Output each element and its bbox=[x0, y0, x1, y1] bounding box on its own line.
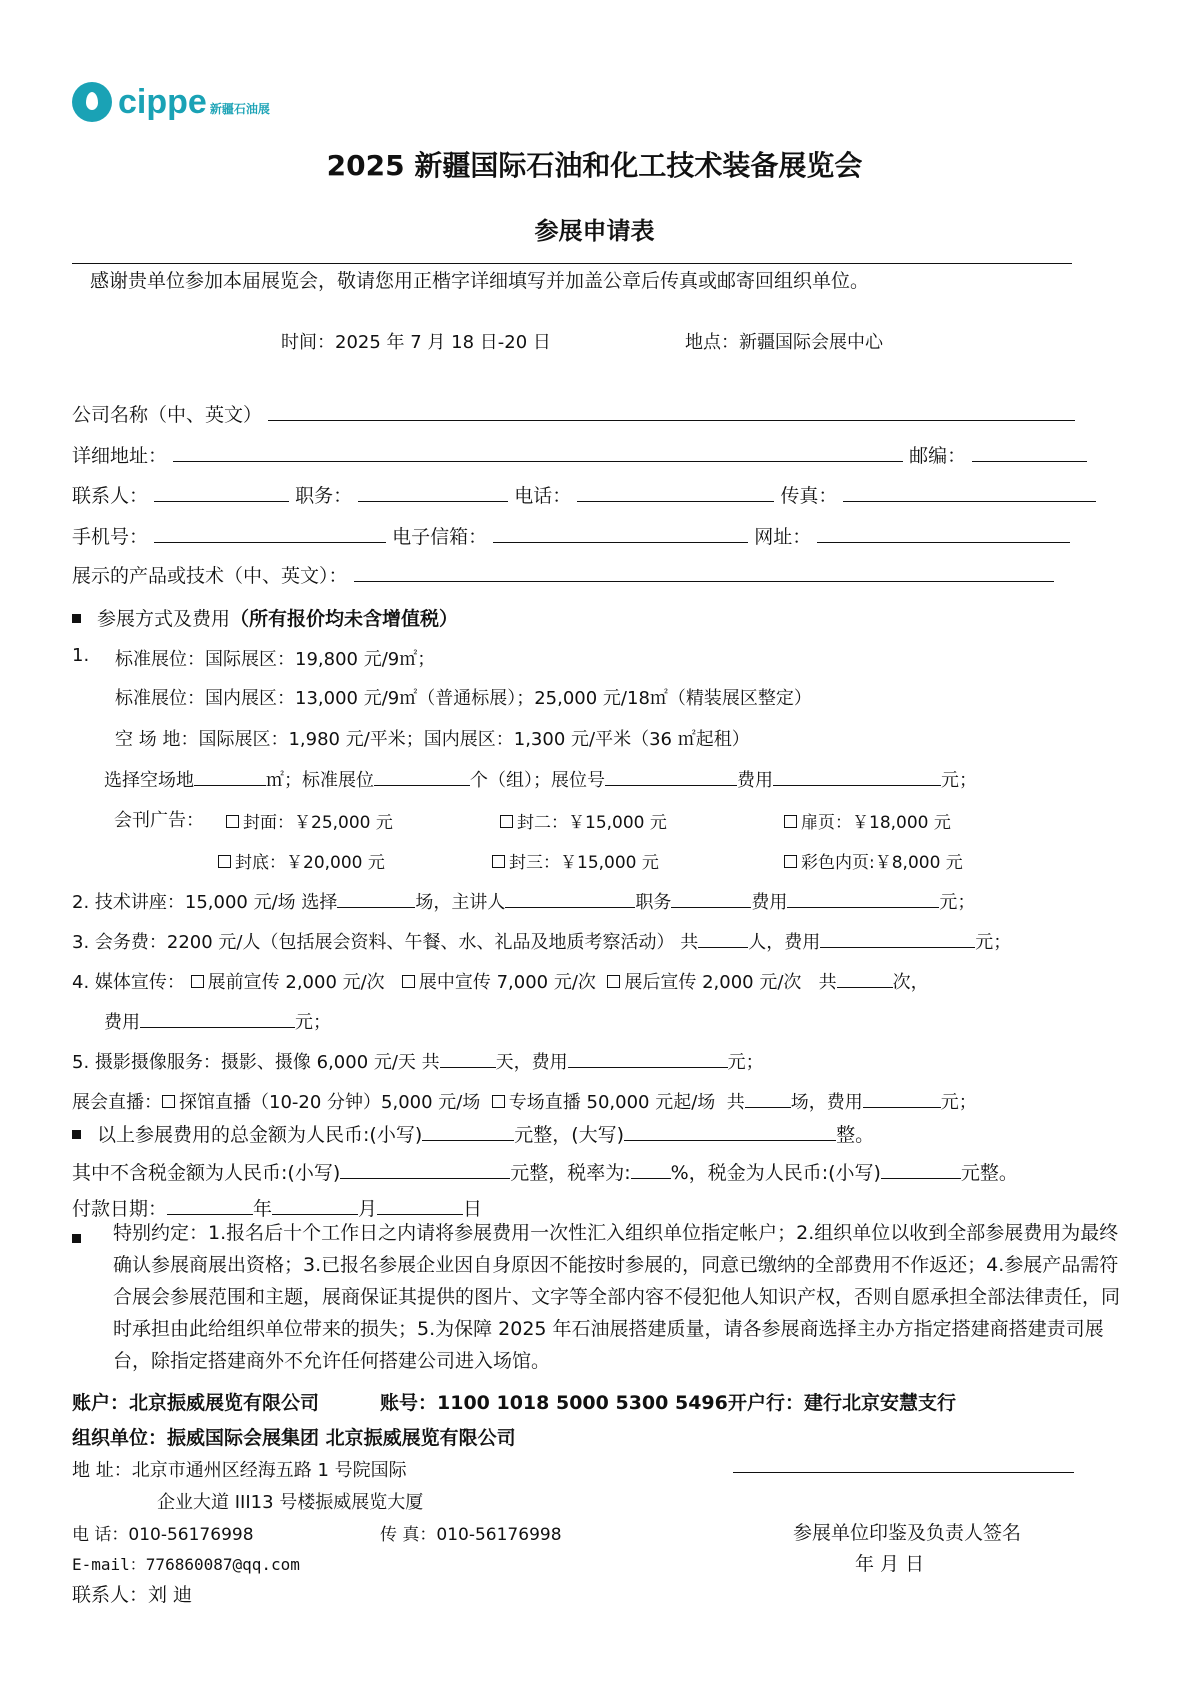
total-lower-field[interactable] bbox=[422, 1122, 514, 1141]
checkbox-icon[interactable] bbox=[226, 815, 239, 828]
standard-booth-count-field[interactable] bbox=[374, 767, 470, 786]
standard-booth-label: ㎡；标准展位 bbox=[266, 770, 374, 791]
mobile-field[interactable] bbox=[154, 524, 386, 543]
checkbox-icon[interactable] bbox=[191, 975, 204, 988]
booth-number-label: 个（组）；展位号 bbox=[470, 770, 605, 791]
organizer-email: E-mail：776860087@qq.com bbox=[72, 1555, 300, 1574]
address-row bbox=[72, 441, 1087, 468]
media-row: 4. 媒体宣传： 展前宣传 2,000 元/次 展中宣传 7,000 元/次 展后宣传 2,000 元/次 共 次， bbox=[72, 968, 929, 994]
total-upper-field[interactable] bbox=[624, 1122, 836, 1141]
cippe-logo-icon bbox=[72, 82, 112, 122]
document-title: 2025 新疆国际石油和化工技术装备展览会 bbox=[326, 149, 863, 182]
mobile-label: 手机号： bbox=[72, 526, 149, 548]
address-field[interactable] bbox=[173, 443, 903, 462]
ads-label: 会刊广告： bbox=[114, 810, 204, 831]
payment-day-field[interactable] bbox=[377, 1196, 463, 1215]
position-label: 职务： bbox=[295, 485, 353, 507]
booth-fee-label: 费用 bbox=[737, 770, 773, 791]
live-option-special[interactable]: 专场直播 50,000 元起/场 bbox=[492, 1092, 716, 1113]
meeting-fee-row: 3. 会务费：2200 元/人（包括展会资料、午餐、水、礼品及地质考察活动） 共 人，费用 元； bbox=[72, 928, 1011, 954]
organizer: 组织单位：振威国际会展集团 北京振威展览有限公司 bbox=[72, 1427, 516, 1449]
live-fee-field[interactable] bbox=[863, 1089, 941, 1108]
company-name-row bbox=[72, 400, 1075, 427]
checkbox-icon[interactable] bbox=[500, 815, 513, 828]
media-option-pre[interactable]: 展前宣传 2,000 元/次 bbox=[191, 972, 385, 993]
booth-standard-intl: 标准展位：国际展区：19,800 元/9㎡； bbox=[115, 649, 436, 670]
checkbox-icon[interactable] bbox=[784, 815, 797, 828]
checkbox-icon[interactable] bbox=[218, 855, 231, 868]
payment-month-field[interactable] bbox=[272, 1196, 358, 1215]
checkbox-icon[interactable] bbox=[492, 1095, 505, 1108]
booth-item-number: 1. bbox=[72, 645, 90, 666]
live-count-field[interactable] bbox=[745, 1089, 791, 1108]
lecture-count-field[interactable] bbox=[337, 889, 415, 908]
media-fee-field[interactable] bbox=[140, 1009, 295, 1028]
ad-option-cover[interactable]: 封面：￥25,000 元 bbox=[226, 808, 393, 833]
organizer-phone: 电 话：010-56176998 bbox=[72, 1525, 254, 1545]
booth-space: 空 场 地：国际展区：1,980 元/平米；国内展区：1,300 元/平米（36 ㎡起租） bbox=[115, 729, 750, 750]
organizer-address-2: 企业大道 III13 号楼振威展览大厦 bbox=[157, 1492, 424, 1513]
address-label: 详细地址： bbox=[72, 445, 168, 467]
pretax-amount-field[interactable] bbox=[340, 1160, 510, 1179]
website-field[interactable] bbox=[817, 524, 1070, 543]
ad-option-back-cover[interactable]: 封底：￥20,000 元 bbox=[218, 848, 385, 873]
phone-field[interactable] bbox=[577, 483, 774, 502]
bullet-icon bbox=[72, 1234, 81, 1243]
mobile-row bbox=[72, 522, 1070, 549]
ad-option-third-cover[interactable]: 封三：￥15,000 元 bbox=[492, 848, 659, 873]
booth-selection-row bbox=[104, 766, 977, 792]
company-name-label: 公司名称（中、英文） bbox=[72, 404, 263, 426]
lecture-fee-field[interactable] bbox=[787, 889, 939, 908]
logo-subtext: 新疆石油展 bbox=[209, 101, 270, 116]
checkbox-icon[interactable] bbox=[492, 855, 505, 868]
organizer-contact: 联系人：刘 迪 bbox=[72, 1584, 193, 1606]
tax-amount-field[interactable] bbox=[881, 1160, 961, 1179]
bank-account-number: 账号：1100 1018 5000 5300 5496 bbox=[380, 1392, 728, 1414]
ad-option-title-page[interactable]: 扉页：￥18,000 元 bbox=[784, 808, 951, 833]
meeting-people-field[interactable] bbox=[698, 929, 748, 948]
header-divider bbox=[72, 263, 1072, 264]
special-terms: 特别约定：1.报名后十个工作日之内请将参展费用一次性汇入组织单位指定帐户；2.组织单位以收到全部参展费用为最终确认参展商展出资格；3.已报名参展企业因自身原因不能按时参展的，同意已缴纳的全部费用不作返还；4.参展产品需符合展会参展范围和主题，展商保证其提供的图片、文字等全部内容不侵犯他人知识产权，否则自愿承担全部法律责任，同时承担由此给组织单位带来的损失；5.为保障 2025 年石油展搭建质量，请各参展商选择主办方指定搭建商搭建责司展台，除指定搭建商外不允许任何搭建公司进入场馆。 bbox=[113, 1222, 1121, 1372]
checkbox-icon[interactable] bbox=[607, 975, 620, 988]
organizer-fax: 传 真：010-56176998 bbox=[380, 1525, 562, 1545]
live-option-visit[interactable]: 探馆直播（10-20 分钟）5,000 元/场 bbox=[162, 1092, 480, 1113]
products-row bbox=[72, 561, 1054, 588]
booth-fee-field[interactable] bbox=[773, 767, 941, 786]
contact-row bbox=[72, 481, 1096, 508]
document-subtitle: 参展申请表 bbox=[534, 217, 655, 245]
contact-field[interactable] bbox=[154, 483, 289, 502]
tax-rate-field[interactable] bbox=[631, 1160, 671, 1179]
event-place: 地点：新疆国际会展中心 bbox=[685, 332, 883, 353]
organizer-address-1: 地 址：北京市通州区经海五路 1 号院国际 bbox=[72, 1460, 407, 1481]
media-option-post[interactable]: 展后宣传 2,000 元/次 bbox=[607, 972, 801, 993]
lecturer-position-field[interactable] bbox=[671, 889, 751, 908]
checkbox-icon[interactable] bbox=[784, 855, 797, 868]
postcode-label: 邮编： bbox=[909, 445, 967, 467]
event-time: 时间：2025 年 7 月 18 日-20 日 bbox=[281, 332, 551, 353]
intro-text: 感谢贵单位参加本届展览会，敬请您用正楷字详细填写并加盖公章后传真或邮寄回组织单位。 bbox=[90, 270, 870, 292]
signature-line[interactable] bbox=[733, 1472, 1074, 1473]
booth-number-field[interactable] bbox=[605, 767, 737, 786]
products-label: 展示的产品或技术（中、英文）： bbox=[72, 565, 348, 587]
space-select-label: 选择空场地 bbox=[104, 770, 194, 791]
space-area-field[interactable] bbox=[194, 767, 266, 786]
meeting-fee-field[interactable] bbox=[820, 929, 975, 948]
payment-year-field[interactable] bbox=[167, 1196, 253, 1215]
bullet-icon bbox=[72, 614, 81, 623]
media-fee-row: 费用 元； bbox=[104, 1008, 331, 1034]
payment-date-row: 付款日期： 年 月 日 bbox=[72, 1198, 483, 1220]
photo-days-field[interactable] bbox=[440, 1049, 496, 1068]
bank-name: 开户行：建行北京安慧支行 bbox=[728, 1392, 957, 1414]
logo-text: cippe bbox=[118, 82, 207, 121]
terms-bullet bbox=[72, 1228, 97, 1250]
booth-fee-unit: 元； bbox=[941, 770, 977, 791]
fax-label: 传真： bbox=[780, 485, 838, 507]
email-field[interactable] bbox=[493, 524, 748, 543]
fax-field[interactable] bbox=[843, 483, 1096, 502]
section-label: 参展方式及费用 bbox=[97, 608, 231, 630]
media-option-during[interactable]: 展中宣传 7,000 元/次 bbox=[402, 972, 596, 993]
signature-date: 年 月 日 bbox=[855, 1553, 925, 1575]
contact-label: 联系人： bbox=[72, 485, 149, 507]
section-note: （所有报价均未含增值税） bbox=[230, 608, 459, 630]
company-name-field[interactable] bbox=[268, 402, 1075, 421]
cippe-logo bbox=[72, 82, 270, 122]
position-field[interactable] bbox=[358, 483, 508, 502]
media-count-field[interactable] bbox=[837, 969, 893, 988]
lecture-row: 2. 技术讲座：15,000 元/场 选择 场，主讲人 职务 费用 元； bbox=[72, 888, 975, 914]
photo-row: 5. 摄影摄像服务：摄影、摄像 6,000 元/天 共 天，费用 元； bbox=[72, 1048, 764, 1074]
bank-account-name: 账户：北京振威展览有限公司 bbox=[72, 1392, 320, 1414]
lecturer-field[interactable] bbox=[505, 889, 635, 908]
signature-label: 参展单位印鉴及负责人签名 bbox=[793, 1522, 1022, 1544]
bullet-icon bbox=[72, 1130, 81, 1139]
email-label: 电子信箱： bbox=[392, 526, 488, 548]
ad-option-inside-cover[interactable]: 封二：￥15,000 元 bbox=[500, 808, 667, 833]
tax-row: 其中不含税金额为人民币:(小写) 元整，税率为: %，税金为人民币:(小写) 元整。 bbox=[72, 1162, 1018, 1184]
total-row: 以上参展费用的总金额为人民币:(小写) 元整，(大写) 整。 bbox=[72, 1120, 874, 1147]
checkbox-icon[interactable] bbox=[402, 975, 415, 988]
photo-fee-field[interactable] bbox=[568, 1049, 728, 1068]
website-label: 网址： bbox=[754, 526, 812, 548]
booth-standard-domestic: 标准展位：国内展区：13,000 元/9㎡（普通标展）；25,000 元/18㎡（精装展区整定） bbox=[115, 688, 812, 709]
phone-label: 电话： bbox=[514, 485, 572, 507]
live-row: 展会直播： 探馆直播（10-20 分钟）5,000 元/场 专场直播 50,000 元起/场 共 场，费用 元； bbox=[72, 1088, 977, 1114]
checkbox-icon[interactable] bbox=[162, 1095, 175, 1108]
postcode-field[interactable] bbox=[972, 443, 1087, 462]
section-participation bbox=[72, 604, 458, 631]
ad-option-color-page[interactable]: 彩色内页:￥8,000 元 bbox=[784, 848, 963, 873]
products-field[interactable] bbox=[354, 563, 1054, 582]
